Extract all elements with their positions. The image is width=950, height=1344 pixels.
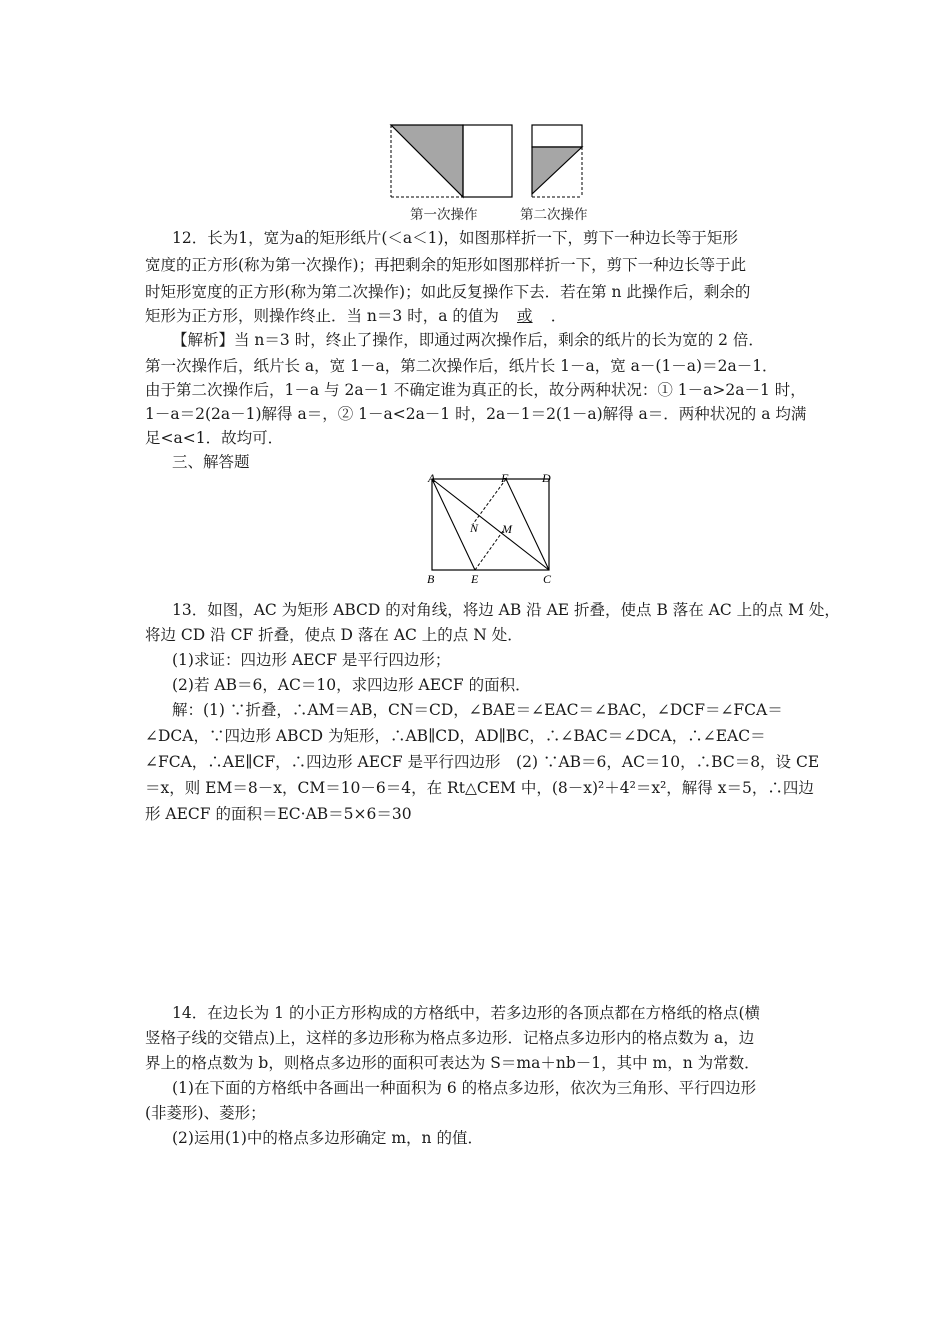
q13-solution-line-5: 形 AECF 的面积＝EC·AB＝5×6＝30 [145, 805, 412, 823]
first-remaining-rect [463, 125, 512, 197]
q12-solution-line-3: 由于第二次操作后，1－a 与 2a－1 不确定谁为真正的长，故分两种状况：① 1－a>2a－1 时， [145, 381, 806, 399]
q13-part-2: (2)若 AB＝6，AC＝10，求四边形 AECF 的面积． [172, 676, 531, 694]
diagonal-ac [432, 479, 549, 570]
q13-line-1: 13．如图，AC 为矩形 ABCD 的对角线，将边 AB 沿 AE 折叠，使点 B 落在 AC 上的点 M 处， [172, 601, 840, 619]
label-c: C [543, 572, 552, 586]
rectangle-fold-figure [420, 470, 565, 588]
q12-line-4-text: 矩形为正方形，则操作终止．当 n＝3 时，a 的值为 [145, 307, 499, 325]
q13-solution-line-3: ∠FCA，∴AE∥CF，∴四边形 AECF 是平行四边形 (2) ∵AB＝6，AC＝10，∴BC＝8，设 CE [145, 753, 820, 771]
q14-line-1: 14．在边长为 1 的小正方形构成的方格纸中，若多边形的各顶点都在方格纸的格点(横 [172, 1004, 760, 1022]
label-n: N [470, 521, 479, 535]
label-m: M [502, 522, 512, 536]
q13-solution-line-4: ＝x，则 EM＝8－x，CM＝10－6＝4，在 Rt△CEM 中，(8－x)²＋4²＝x²，解得 x＝5，∴四边 [145, 779, 814, 797]
q13-solution-line-1: 解：(1) ∵折叠，∴AM＝AB，CN＝CD，∠BAE＝∠EAC＝∠BAC，∠DCF＝∠FCA＝ [172, 701, 783, 719]
dashed-em [475, 531, 503, 570]
second-operation-caption: 第二次操作 [520, 207, 588, 223]
q12-line-4-end: ． [550, 307, 567, 325]
label-b: B [427, 572, 435, 586]
q12-solution-line-2: 第一次操作后，纸片长 a，宽 1－a，第二次操作后，纸片长 1－a，宽 a－(1－a)＝2a－1． [145, 357, 778, 375]
q12-line-1: 12．长为1，宽为a的矩形纸片(＜a＜1)，如图那样折一下，剪下一种边长等于矩形 [172, 229, 739, 247]
q12-solution-line-1: 【解析】当 n＝3 时，终止了操作，即通过两次操作后，剩余的纸片的长为宽的 2 倍． [172, 331, 764, 349]
section-title: 三、解答题 [172, 453, 250, 471]
first-operation-diagram [391, 125, 512, 197]
second-top-rect [532, 125, 582, 147]
first-operation-caption: 第一次操作 [410, 207, 478, 223]
q14-line-2: 竖格子线的交错点)上，这样的多边形称为格点多边形．记格点多边形内的格点数为 a，边 [145, 1029, 755, 1047]
q13-part-1: (1)求证：四边形 AECF 是平行四边形； [172, 651, 451, 669]
q13-solution-line-2: ∠DCA，∵四边形 ABCD 为矩形，∴AB∥CD，AD∥BC，∴∠BAC＝∠DCA，∴∠EAC＝ [145, 727, 766, 745]
q13-line-2: 将边 CD 沿 CF 折叠，使点 D 落在 AC 上的点 N 处． [145, 626, 523, 644]
dashed-fn [473, 479, 506, 524]
q14-part-1: (1)在下面的方格纸中各画出一种面积为 6 的格点多边形，依次为三角形、平行四边形 [172, 1079, 757, 1097]
second-operation-diagram [532, 125, 582, 197]
q12-line-3: 时矩形宽度的正方形(称为第二次操作)；如此反复操作下去．若在第 n 此操作后，剩余的 [145, 283, 751, 301]
second-fold-triangle [532, 147, 582, 194]
fold-line-cf [506, 479, 549, 570]
q12-answer: 或 [517, 307, 533, 325]
label-a: A [428, 471, 436, 485]
q12-solution-line-5: 足<a<1．故均可． [145, 429, 284, 447]
label-e: E [471, 572, 479, 586]
q12-line-2: 宽度的正方形(称为第一次操作)；再把剩余的矩形如图那样折一下，剪下一种边长等于此 [145, 256, 747, 274]
q12-solution-line-4: 1－a＝2(2a－1)解得 a＝，② 1－a<2a－1 时，2a－1＝2(1－a)解得 a＝．两种状况的 a 均满 [145, 405, 807, 423]
fold-line-ae [432, 479, 475, 570]
label-f: F [501, 471, 509, 485]
q12-line-4 [145, 306, 815, 326]
q14-part-2: (2)运用(1)中的格点多边形确定 m，n 的值． [172, 1129, 483, 1147]
q14-part-1-cont: (非菱形)、菱形； [145, 1104, 266, 1122]
first-fold-triangle [391, 125, 463, 197]
label-d: D [542, 471, 551, 485]
q14-line-3: 界上的格点数为 b，则格点多边形的面积可表达为 S＝ma＋nb－1，其中 m，n 为常数． [145, 1054, 760, 1072]
